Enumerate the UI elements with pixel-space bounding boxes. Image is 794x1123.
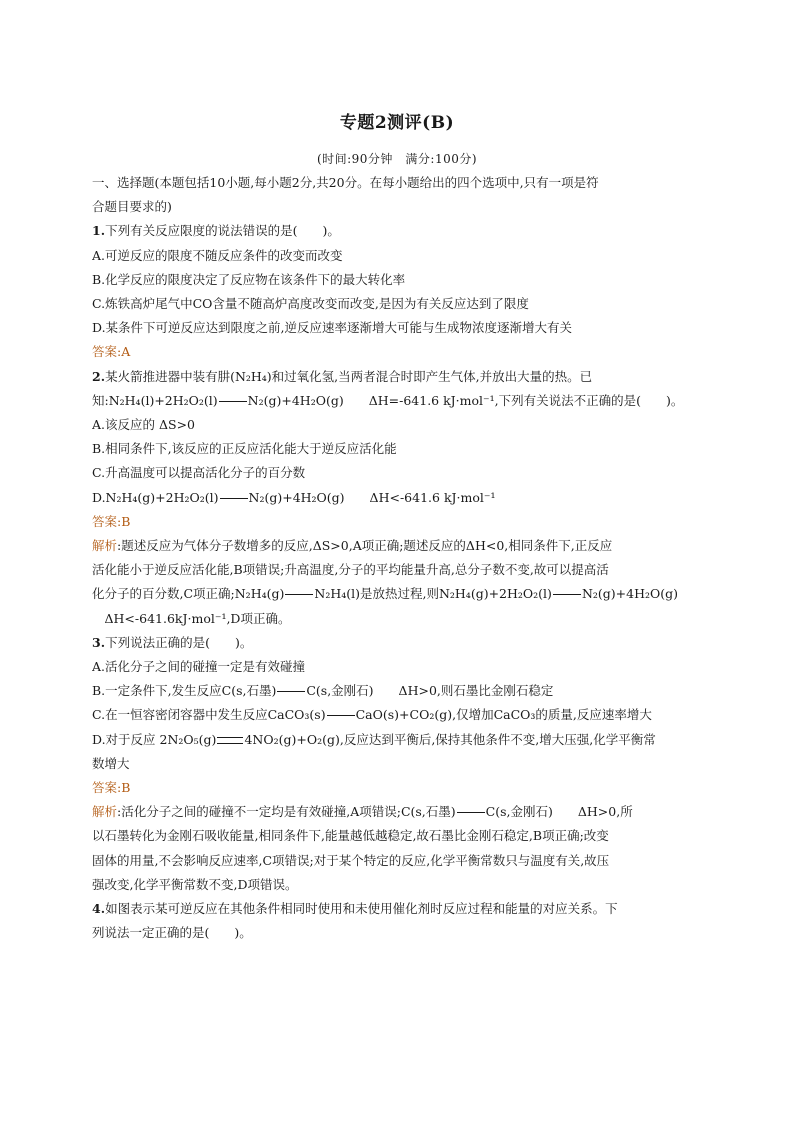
- question-2-equation: [92, 389, 702, 413]
- q2-option-a: A.该反应的 ΔS>0: [92, 417, 195, 433]
- equation-left: D.对于反应 2N₂O₅(g): [92, 731, 217, 747]
- reaction-arrow-icon: [277, 691, 305, 692]
- q3-answer: 答案:B: [92, 780, 131, 796]
- exam-content: [92, 171, 702, 946]
- q2-option-b: B.相同条件下,该反应的正反应活化能大于逆反应活化能: [92, 441, 397, 457]
- q1-option-b: B.化学反应的限度决定了反应物在该条件下的最大转化率: [92, 271, 406, 287]
- question-2-stem: [92, 365, 702, 389]
- q1-option-d: D.某条件下可逆反应达到限度之前,逆反应速率逐渐增大可能与生成物浓度逐渐增大有关: [92, 320, 573, 336]
- equation-left: B.一定条件下,发生反应C(s,石墨): [92, 683, 277, 699]
- equation-right: 4NO₂(g)+O₂(g),反应达到平衡后,保持其他条件不变,增大压强,化学平衡常: [244, 731, 656, 747]
- equation-right: C(s,金刚石) ΔH>0,则石墨比金刚石稳定: [306, 683, 554, 699]
- reaction-arrow-icon: [219, 401, 247, 402]
- q1-option-c: C.炼铁高炉尾气中CO含量不随高炉高度改变而改变,是因为有关反应达到了限度: [92, 296, 529, 312]
- reaction-arrow-icon: [553, 594, 581, 595]
- equation-left: D.N₂H₄(g)+2H₂O₂(l): [92, 489, 219, 505]
- q3-option-d: [92, 728, 702, 752]
- question-text: 如图表示某可逆反应在其他条件相同时使用和未使用催化剂时反应过程和能量的对应关系。下: [105, 901, 618, 917]
- q1-answer: 答案:A: [92, 344, 131, 360]
- explanation-text: :题述反应为气体分子数增多的反应,ΔS>0,A项正确;题述反应的ΔH<0,相同条件下,正反应: [117, 538, 613, 554]
- q3-option-a: A.活化分子之间的碰撞一定是有效碰撞: [92, 659, 306, 675]
- question-4-stem-cont: 列说法一定正确的是( )。: [92, 925, 252, 941]
- question-number: 4.: [92, 901, 106, 917]
- question-1-stem: [92, 219, 702, 243]
- q3-explanation-cont: 强改变,化学平衡常数不变,D项错误。: [92, 876, 298, 892]
- question-number: 3.: [92, 634, 106, 650]
- q2-answer: 答案:B: [92, 513, 131, 529]
- question-3-stem: [92, 631, 702, 655]
- q2-explanation-cont: 活化能小于逆反应活化能,B项错误;升高温度,分子的平均能量升高,总分子数不变,故可以提高活: [92, 562, 609, 578]
- page-title: 专题2测评(B): [339, 113, 455, 133]
- q3-option-c: [92, 703, 702, 727]
- q2-explanation: [92, 534, 702, 558]
- exam-meta: (时间:90分钟 满分:100分): [316, 152, 478, 166]
- equation-right: N₂(g)+4H₂O(g) ΔH=-641.6 kJ·mol⁻¹,下列有关说法不正确的是( )。: [247, 392, 684, 408]
- reaction-arrow-icon: [220, 498, 248, 499]
- reaction-arrow-icon: [457, 812, 485, 813]
- equation-left: C.在一恒容密闭容器中发生反应CaCO₃(s): [92, 707, 326, 723]
- reversible-arrow-icon: [217, 737, 243, 744]
- q1-option-a: A.可逆反应的限度不随反应条件的改变而改变: [92, 247, 343, 263]
- q2-option-d: [92, 486, 702, 510]
- equation-right: N₂(g)+4H₂O(g): [581, 586, 678, 602]
- reaction-arrow-icon: [285, 594, 313, 595]
- q2-explanation-cont: ΔH<-641.6kJ·mol⁻¹,D项正确。: [92, 610, 291, 626]
- equation-mid: N₂H₄(l)是放热过程,则N₂H₄(g)+2H₂O₂(l): [314, 586, 552, 602]
- q3-explanation-cont: 固体的用量,不会影响反应速率,C项错误;对于某个特定的反应,化学平衡常数只与温度有关,故压: [92, 852, 610, 868]
- explanation-text: :活化分子之间的碰撞不一定均是有效碰撞,A项错误;C(s,石墨): [117, 804, 456, 820]
- section-heading: 一、选择题(本题包括10小题,每小题2分,共20分。在每小题给出的四个选项中,只有一项是符: [92, 175, 599, 190]
- q3-option-b: [92, 679, 702, 703]
- q3-explanation-cont: 以石墨转化为金刚石吸收能量,相同条件下,能量越低越稳定,故石墨比金刚石稳定,B项正确;改变: [92, 828, 609, 844]
- equation-right: C(s,金刚石) ΔH>0,所: [485, 804, 633, 820]
- reaction-arrow-icon: [327, 715, 355, 716]
- q2-option-c: C.升高温度可以提高活化分子的百分数: [92, 465, 306, 481]
- q3-option-d-cont: 数增大: [92, 755, 130, 771]
- question-text: 某火箭推进器中装有肼(N₂H₄)和过氧化氢,当两者混合时即产生气体,并放出大量的热。已: [105, 368, 593, 384]
- equation-left: 化分子的百分数,C项正确;N₂H₄(g): [92, 586, 285, 602]
- q3-explanation: [92, 800, 702, 824]
- equation-right: CaO(s)+CO₂(g),仅增加CaCO₃的质量,反应速率增大: [355, 707, 652, 723]
- question-text: 下列说法正确的是( )。: [105, 634, 253, 650]
- explanation-label: 解析: [92, 804, 118, 820]
- question-number: 1.: [92, 223, 106, 239]
- question-4-stem: [92, 897, 702, 921]
- section-heading-cont: 合题目要求的): [92, 199, 172, 215]
- question-number: 2.: [92, 368, 106, 384]
- equation-right: N₂(g)+4H₂O(g) ΔH<-641.6 kJ·mol⁻¹: [248, 489, 496, 505]
- explanation-label: 解析: [92, 538, 118, 554]
- equation-left: 知:N₂H₄(l)+2H₂O₂(l): [92, 392, 218, 408]
- q2-explanation-cont: [92, 582, 702, 606]
- question-text: 下列有关反应限度的说法错误的是( )。: [105, 223, 340, 239]
